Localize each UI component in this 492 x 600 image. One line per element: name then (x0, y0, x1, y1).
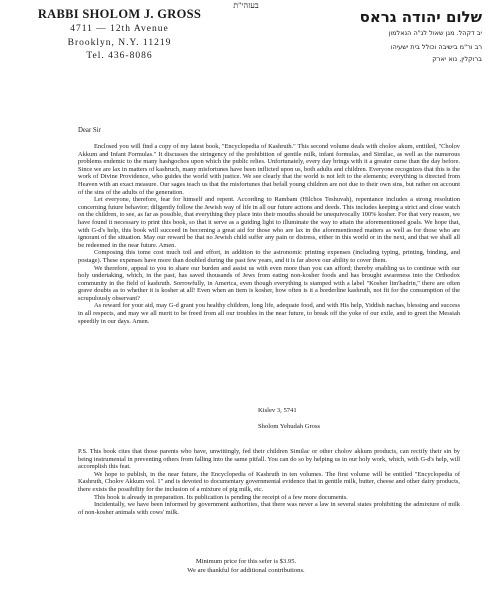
letter-body (78, 143, 460, 325)
letterhead-name-english: RABBI SHOLOM J. GROSS (37, 7, 202, 21)
letterhead-phone: Tel. 436-8086 (86, 51, 153, 61)
letterhead-hebrew-line-3: ברוקלין, נוא יארק (432, 55, 482, 63)
letterhead-street: 4711 — 12th Avenue (70, 24, 169, 34)
postscript-paragraph: Incidentally, we have been informed by government authorities, that there was never a law in several states prohibiting the admixture of milk of non-kosher animals with cows' milk. (78, 501, 460, 516)
letter-paragraph: As reward for your aid, may G-d grant you healthy children, long life, adequate food, and with His help, Yiddish nachas, blessing and success in all respects, and may we all merit to be freed from all our troubles in the near future, to break off the yoke of our exile, and to greet the Messiah speedily in our days. Amen. (78, 302, 460, 325)
letterhead-hebrew-line-2: רב ור"מ בישיבה וכולל בית ישעיהו (390, 43, 482, 51)
postscript-body (78, 448, 460, 516)
postscript-paragraph: P.S. This book cites that those parents who have, unwittingly, fed their children Similac or other cholov akkum products, can rectify their sin by being instrumental in preventing others from falling into the same pitfall. You can do so by helping us in our holy work, which, with G-d's help, will accomplish this feat. (78, 448, 460, 471)
letter-paragraph: Composing this tome cost much toil and effort, in addition to the astronomic printing expenses (including typing, printing, binding, and postage). These expenses have more than doubled during the past few years, and it is far above our ability to cover them. (78, 249, 460, 264)
minimum-price-note: Minimum price for this sefer is $3.95. (195, 558, 297, 565)
postscript-paragraph: This book is already in preparation. Its publication is pending the receipt of a few more documents. (94, 493, 348, 501)
letter-paragraph: We therefore, appeal to you to share our burden and assist us with even more than you can afford; thereby enabling us to continue with our holy undertaking, which, in the past, has saved thousands of Jews from eating non-kosher foods and has brought awareness into the Orthodox community in the field of kashruth. Sorrowfully, in America, even though everything is stamped with a label "Kosher lim'hadrin," there are often grave doubts as to whether it is kosher at all! Even when an item is kosher, how often is it a borderline kashruth, not fit for the consumption of the scrupulously observant? (78, 264, 460, 302)
letterhead-hebrew-line-1: יב דקהל. מגן שאול לג"ה הנאלמון (388, 29, 482, 37)
letter-greeting: Dear Sir (78, 127, 101, 134)
postscript-paragraph: We hope to publish, in the near future, the Encyclopedia of Kashruth in ten volumes. The first volume will be entitled "Encyclopedia of Kashruth, Cholov Akkum vol. 1" and is devoted to documentary governmental evidence that in gentile milk, butter, cheese and other dairy products, there exists the possibility for the inclusion of a mixture of pig milk, etc. (78, 470, 460, 493)
hebrew-bh-header: בעזהי"ת (233, 1, 259, 10)
letterhead-name-hebrew: שלום יהודה גראס (359, 8, 482, 26)
letterhead-city: Brooklyn, N.Y. 11219 (67, 38, 172, 48)
letter-paragraph: Enclosed you will find a copy of my latest book, "Encyclopedia of Kashruth." This second volume deals with cholov akum, entitled, "Cholov Akkum and Infant Formulas." It discusses the stringency of the prohibition of gentile milk, infant formulas, and Similac, as well as the numerous problems endemic to the many hashgochos upon which the public relies. Unfortunately, every day brings with it a greater curse than the day before. Since we are lax in matters of kashruch, many misfortunes have been inflicted upon us, both adults and children. Everyone recognizes that this is the work of Divine Providence, who guides the world with justice. We see clearly that the world is not left to the elements; everything is directed from Heaven with an exact measure. Our sages teach us that the misfortunes that befall young children are not due to their own sins, but rather on account of the sins of the adults of the generation. (78, 143, 460, 196)
letter-paragraph: Let everyone, therefore, fear for himself and repent. According to Rambam (Hilchos Teshuvah), repentance includes a strong resolution concerning future behavior; diligently follow the Jewish way of life in all our future actions and deeds. This includes keeping a strict and close watch on the children, to see, as far as possible, that everything they place into their mouths should be unequivocally 100% kosher. For that very reason, we have found it necessary to print this book, so that it serve as a guiding light to illuminate the way to attain the aforementioned goals. We hope that, with G-d's help, this book will succeed in becoming a great aid for those who are lax in the aforementioned matters as well as for those who are ignorant of the situation. May our reward be that no Jewish child suffer any pain or distress, either in this world or in the next, and that we shall all be redeemed in the near future. Amen. (78, 196, 460, 249)
contributions-note: We are thankful for additional contributions. (187, 567, 305, 574)
letter-date: Kislev 3, 5741 (258, 407, 297, 414)
letter-signature: Sholom Yehudah Gross (258, 423, 321, 430)
